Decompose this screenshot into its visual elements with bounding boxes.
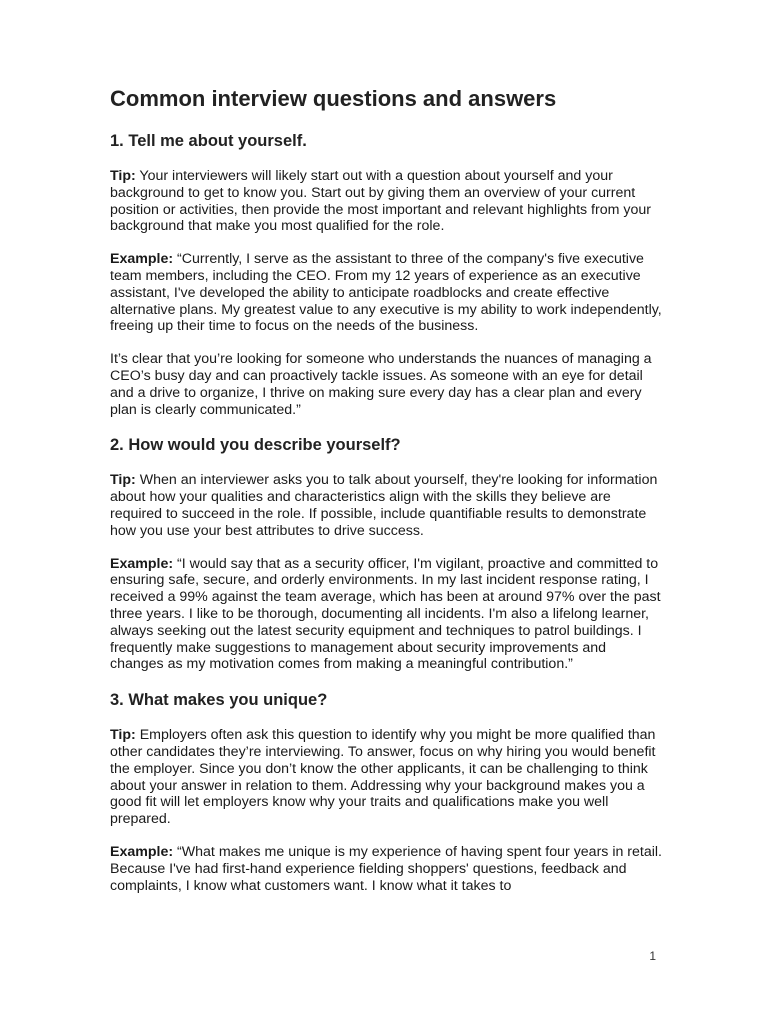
section-3-tip [110, 727, 662, 828]
example-text: “What makes me unique is my experience of having spent four years in retail. Because I've had first-hand experience fielding shoppers' questions, feedback and complaints, I know what customers want. I know what it takes to [110, 843, 663, 894]
tip-label: Tip: [110, 727, 136, 744]
tip-label: Tip: [110, 472, 136, 489]
example-text: “Currently, I serve as the assistant to three of the company's five executive team members, including the CEO. From my 12 years of experience as an executive assistant, I've developed the ability to anticipate roadblocks and create effective alternative plans. My greatest value to any executive is my ability to work independently, freeing up their time to focus on the needs of the business. [110, 251, 662, 335]
example-label: Example: [110, 555, 174, 572]
section-1-example [110, 251, 662, 335]
document-title: Common interview questions and answers [110, 86, 557, 111]
section-3-heading: 3. What makes you unique? [110, 691, 328, 710]
section-1-heading: 1. Tell me about yourself. [110, 132, 307, 150]
section-2-tip [110, 472, 662, 539]
tip-text: Your interviewers will likely start out with a question about yourself and your background to get to know you. Start out by giving them an overview of your current position or activities, then provide the most important and relevant highlights from your background that make you most qualified for the role. [110, 168, 651, 235]
section-3-example [110, 844, 662, 894]
section-2-heading: 2. How would you describe yourself? [110, 436, 401, 455]
section-2-example [110, 556, 662, 674]
page-number: 1 [649, 949, 656, 963]
example-label: Example: [110, 843, 174, 860]
document-body [110, 84, 662, 910]
section-1-tip [110, 168, 662, 235]
tip-text: Employers often ask this question to identify why you might be more qualified than other candidates they’re interviewing. To answer, focus on why hiring you would benefit the employer. Since you don’t know the other applicants, it can be challenging to think about your answer in relation to them. Addressing why your background makes you a good fit will let employers know why your traits and qualifications make you well prepared. [110, 727, 656, 828]
tip-label: Tip: [110, 168, 136, 184]
section-1-example-continuation: It’s clear that you’re looking for someone who understands the nuances of managing a CEO’s busy day and can proactively tackle issues. As someone with an eye for detail and a drive to organize, I thrive on making sure every day has a clear plan and every plan is clearly communicated.” [110, 351, 652, 418]
example-label: Example: [110, 251, 174, 268]
example-text: “I would say that as a security officer, I'm vigilant, proactive and committed to ensuring safe, secure, and orderly environments. In my last incident response rating, I received a 99% against the team average, which has been at around 97% over the past three years. I like to be thorough, documenting all incidents. I'm also a lifelong learner, always seeking out the latest security equipment and techniques to patrol buildings. I frequently make suggestions to management about security improvements and changes as my motivation comes from making a meaningful contribution.” [110, 555, 661, 673]
tip-text: When an interviewer asks you to talk about yourself, they're looking for information about how your qualities and characteristics align with the skills they believe are required to succeed in the role. If possible, include quantifiable results to demonstrate how you use your best attributes to drive success. [110, 472, 658, 539]
